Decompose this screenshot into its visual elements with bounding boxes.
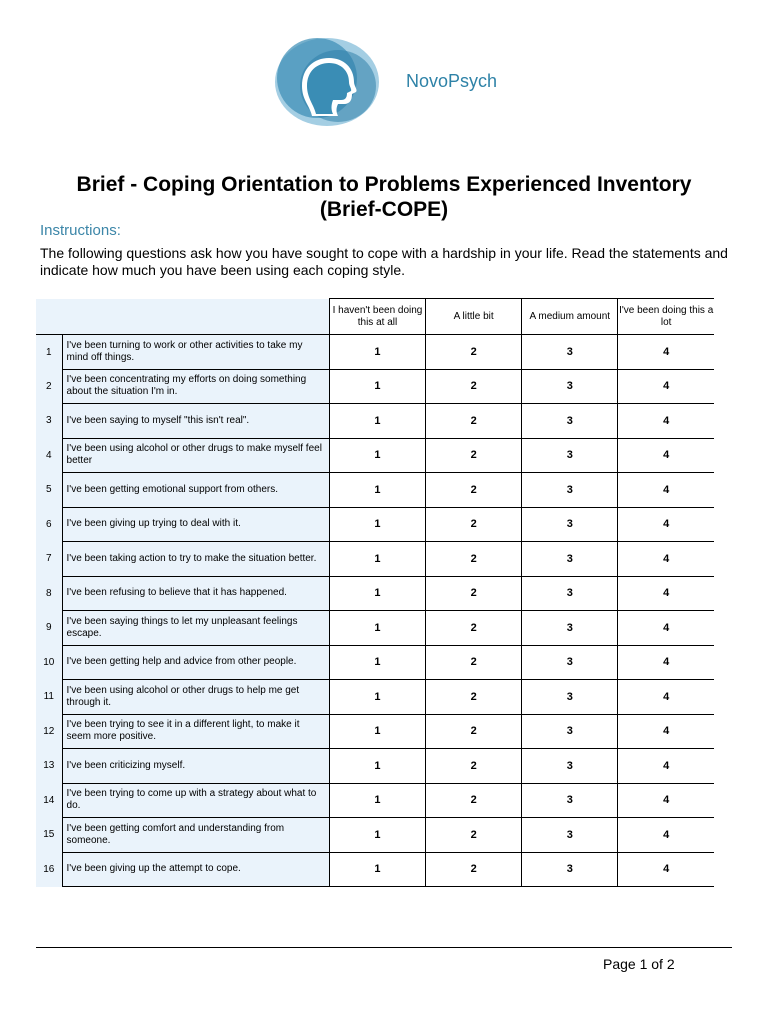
- item-statement: I've been turning to work or other activities to take my mind off things.: [62, 335, 329, 370]
- table-row: [36, 680, 714, 715]
- rating-option-3[interactable]: 3: [522, 369, 618, 404]
- rating-option-3[interactable]: 3: [522, 645, 618, 680]
- item-statement: I've been saying to myself "this isn't real".: [62, 404, 329, 439]
- item-statement: I've been giving up the attempt to cope.: [62, 852, 329, 887]
- item-number: 8: [36, 576, 62, 611]
- item-statement: I've been concentrating my efforts on doing something about the situation I'm in.: [62, 369, 329, 404]
- rating-option-3[interactable]: 3: [522, 749, 618, 784]
- rating-option-1[interactable]: 1: [329, 749, 425, 784]
- rating-option-4[interactable]: 4: [618, 749, 714, 784]
- item-number: 3: [36, 404, 62, 439]
- item-statement: I've been getting comfort and understanding from someone.: [62, 818, 329, 853]
- item-number: 4: [36, 438, 62, 473]
- rating-option-1[interactable]: 1: [329, 783, 425, 818]
- item-statement: I've been getting emotional support from others.: [62, 473, 329, 508]
- item-statement: I've been taking action to try to make the situation better.: [62, 542, 329, 577]
- rating-option-4[interactable]: 4: [618, 680, 714, 715]
- rating-option-4[interactable]: 4: [618, 852, 714, 887]
- rating-option-1[interactable]: 1: [329, 680, 425, 715]
- title-line-2: (Brief-COPE): [319, 198, 449, 221]
- rating-option-2[interactable]: 2: [426, 542, 522, 577]
- page-title: [30, 172, 738, 222]
- table-row: [36, 335, 714, 370]
- novopsych-logo-icon: [272, 34, 382, 130]
- rating-option-3[interactable]: 3: [522, 404, 618, 439]
- rating-option-2[interactable]: 2: [426, 576, 522, 611]
- instructions-heading: Instructions:: [40, 222, 121, 239]
- table-row: [36, 507, 714, 542]
- table-row: [36, 645, 714, 680]
- header-not-at-all: I haven't been doing this at all: [329, 299, 425, 335]
- rating-option-4[interactable]: 4: [618, 714, 714, 749]
- rating-option-3[interactable]: 3: [522, 542, 618, 577]
- table-row: [36, 714, 714, 749]
- rating-option-4[interactable]: 4: [618, 438, 714, 473]
- page-number: Page 1 of 2: [603, 956, 675, 972]
- rating-option-3[interactable]: 3: [522, 714, 618, 749]
- rating-option-2[interactable]: 2: [426, 473, 522, 508]
- table-row: [36, 749, 714, 784]
- rating-option-1[interactable]: 1: [329, 404, 425, 439]
- table-row: [36, 369, 714, 404]
- header-blank-cell: [36, 299, 329, 335]
- item-statement: I've been using alcohol or other drugs to make myself feel better: [62, 438, 329, 473]
- rating-option-4[interactable]: 4: [618, 473, 714, 508]
- rating-option-2[interactable]: 2: [426, 507, 522, 542]
- item-statement: I've been criticizing myself.: [62, 749, 329, 784]
- rating-option-2[interactable]: 2: [426, 438, 522, 473]
- table-row: [36, 404, 714, 439]
- table-row: [36, 852, 714, 887]
- title-line-1: Brief - Coping Orientation to Problems Experienced Inventory: [76, 173, 692, 196]
- header-little-bit: A little bit: [426, 299, 522, 335]
- rating-option-3[interactable]: 3: [522, 852, 618, 887]
- item-number: 16: [36, 852, 62, 887]
- rating-option-2[interactable]: 2: [426, 783, 522, 818]
- table-row: [36, 611, 714, 646]
- rating-option-1[interactable]: 1: [329, 369, 425, 404]
- rating-option-2[interactable]: 2: [426, 404, 522, 439]
- rating-option-1[interactable]: 1: [329, 335, 425, 370]
- rating-option-4[interactable]: 4: [618, 335, 714, 370]
- item-statement: I've been getting help and advice from other people.: [62, 645, 329, 680]
- table-header-row: [36, 299, 714, 335]
- rating-option-1[interactable]: 1: [329, 714, 425, 749]
- rating-option-1[interactable]: 1: [329, 611, 425, 646]
- rating-option-3[interactable]: 3: [522, 473, 618, 508]
- table-row: [36, 576, 714, 611]
- rating-option-1[interactable]: 1: [329, 438, 425, 473]
- rating-option-1[interactable]: 1: [329, 542, 425, 577]
- item-number: 11: [36, 680, 62, 715]
- item-number: 6: [36, 507, 62, 542]
- footer-divider: [36, 947, 732, 948]
- rating-option-1[interactable]: 1: [329, 576, 425, 611]
- item-number: 14: [36, 783, 62, 818]
- rating-option-4[interactable]: 4: [618, 404, 714, 439]
- rating-option-3[interactable]: 3: [522, 818, 618, 853]
- rating-option-2[interactable]: 2: [426, 335, 522, 370]
- instructions-text: The following questions ask how you have sought to cope with a hardship in your life. Read the statements and indicate how much you have been using each coping style.: [40, 245, 728, 278]
- rating-option-3[interactable]: 3: [522, 611, 618, 646]
- item-number: 5: [36, 473, 62, 508]
- rating-option-2[interactable]: 2: [426, 369, 522, 404]
- item-number: 13: [36, 749, 62, 784]
- rating-option-4[interactable]: 4: [618, 507, 714, 542]
- rating-option-4[interactable]: 4: [618, 369, 714, 404]
- rating-option-1[interactable]: 1: [329, 852, 425, 887]
- item-statement: I've been refusing to believe that it has happened.: [62, 576, 329, 611]
- brand-name: NovoPsych: [406, 71, 498, 91]
- rating-option-1[interactable]: 1: [329, 818, 425, 853]
- table-row: [36, 542, 714, 577]
- rating-option-2[interactable]: 2: [426, 645, 522, 680]
- table-row: [36, 473, 714, 508]
- item-number: 10: [36, 645, 62, 680]
- rating-option-4[interactable]: 4: [618, 645, 714, 680]
- item-statement: I've been trying to come up with a strategy about what to do.: [62, 783, 329, 818]
- rating-option-4[interactable]: 4: [618, 542, 714, 577]
- rating-option-2[interactable]: 2: [426, 611, 522, 646]
- rating-option-2[interactable]: 2: [426, 680, 522, 715]
- item-statement: I've been using alcohol or other drugs to help me get through it.: [62, 680, 329, 715]
- header-a-lot: I've been doing this a lot: [618, 299, 714, 335]
- rating-option-2[interactable]: 2: [426, 749, 522, 784]
- item-statement: I've been trying to see it in a different light, to make it seem more positive.: [62, 714, 329, 749]
- item-statement: I've been saying things to let my unpleasant feelings escape.: [62, 611, 329, 646]
- rating-option-2[interactable]: 2: [426, 852, 522, 887]
- item-number: 9: [36, 611, 62, 646]
- questionnaire-table: [36, 298, 714, 887]
- rating-option-2[interactable]: 2: [426, 818, 522, 853]
- item-number: 15: [36, 818, 62, 853]
- rating-option-4[interactable]: 4: [618, 783, 714, 818]
- item-number: 2: [36, 369, 62, 404]
- rating-option-3[interactable]: 3: [522, 507, 618, 542]
- item-number: 1: [36, 335, 62, 370]
- rating-option-3[interactable]: 3: [522, 335, 618, 370]
- rating-option-1[interactable]: 1: [329, 507, 425, 542]
- item-statement: I've been giving up trying to deal with it.: [62, 507, 329, 542]
- rating-option-1[interactable]: 1: [329, 645, 425, 680]
- rating-option-4[interactable]: 4: [618, 611, 714, 646]
- table-row: [36, 818, 714, 853]
- rating-option-3[interactable]: 3: [522, 680, 618, 715]
- table-row: [36, 438, 714, 473]
- rating-option-3[interactable]: 3: [522, 576, 618, 611]
- rating-option-4[interactable]: 4: [618, 576, 714, 611]
- rating-option-3[interactable]: 3: [522, 783, 618, 818]
- rating-option-4[interactable]: 4: [618, 818, 714, 853]
- rating-option-2[interactable]: 2: [426, 714, 522, 749]
- table-row: [36, 783, 714, 818]
- header-medium-amount: A medium amount: [522, 299, 618, 335]
- rating-option-1[interactable]: 1: [329, 473, 425, 508]
- item-number: 7: [36, 542, 62, 577]
- item-number: 12: [36, 714, 62, 749]
- rating-option-3[interactable]: 3: [522, 438, 618, 473]
